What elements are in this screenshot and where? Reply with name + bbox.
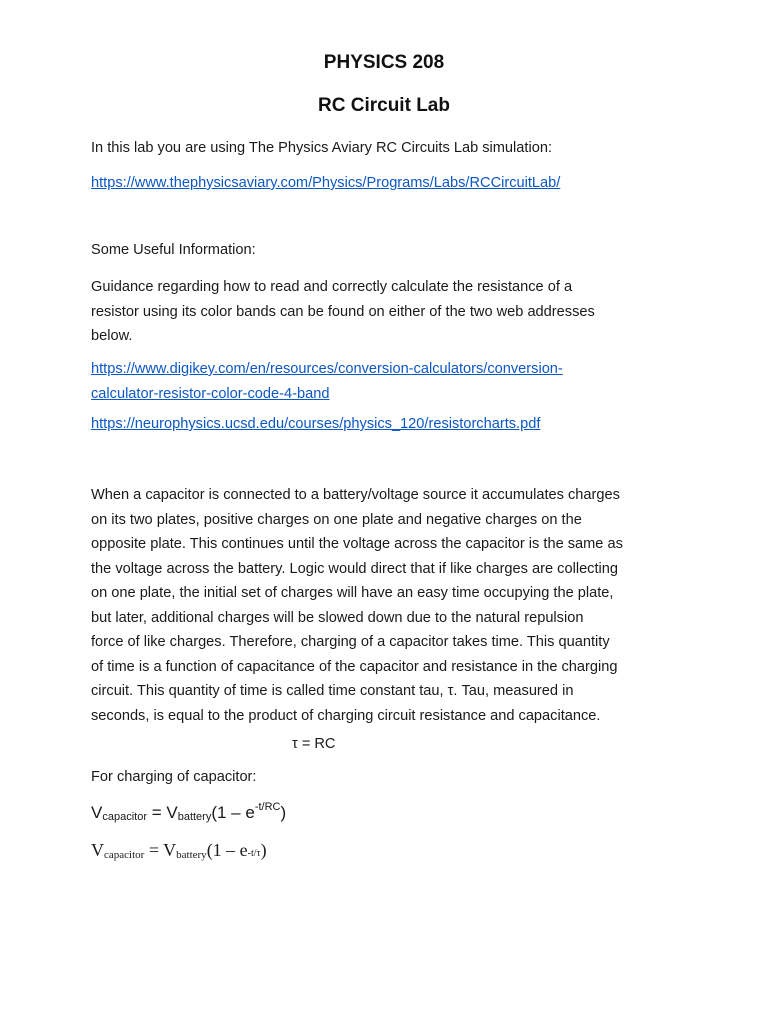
paragraph-line: but later, additional charges will be slowed down due to the natural repulsion — [91, 609, 584, 626]
paragraph-line: force of like charges. Therefore, charging of a capacitor takes time. This quantity — [91, 634, 610, 650]
intro-text: In this lab you are using The Physics Aviary RC Circuits Lab simulation: — [91, 140, 552, 156]
paragraph-line: seconds, is equal to the product of charging circuit resistance and capacitance. — [91, 707, 601, 724]
formula-sub-capacitor: capacitor — [102, 811, 147, 823]
paragraph-line: circuit. This quantity of time is called time constant tau, τ. Tau, measured in — [91, 683, 574, 699]
digikey-link-line1[interactable]: https://www.digikey.com/en/resources/conversion-calculators/conversion- — [91, 361, 563, 377]
tau-equation: τ = RC — [292, 736, 336, 752]
guidance-line: Guidance regarding how to read and correctly calculate the resistance of a — [91, 279, 573, 295]
guidance-line: below. — [91, 328, 133, 344]
useful-heading: Some Useful Information: — [91, 242, 256, 258]
formula-open: (1 – e — [211, 803, 255, 822]
formula-v: V — [91, 803, 103, 822]
paragraph-line: of time is a function of capacitance of the capacitor and resistance in the charging — [91, 658, 618, 675]
ucsd-link-row — [91, 416, 540, 432]
charging-formula-tau — [91, 840, 267, 861]
formula-v: V — [91, 840, 104, 860]
ucsd-resistor-chart-link[interactable]: https://neurophysics.ucsd.edu/courses/physics_120/resistorcharts.pdf — [91, 416, 541, 432]
formula-exponent: -t/τ — [247, 848, 261, 859]
formula-close: ) — [260, 840, 267, 860]
paragraph-line: When a capacitor is connected to a battery/voltage source it accumulates charges — [91, 487, 620, 503]
paragraph-line: on one plate, the initial set of charges will have an easy time occupying the plate, — [91, 585, 614, 601]
digikey-link-line2[interactable]: calculator-resistor-color-code-4-band — [91, 385, 330, 402]
capacitor-paragraph — [91, 483, 691, 728]
charging-formula-rc — [91, 801, 286, 823]
formula-sub-battery: battery — [176, 849, 207, 861]
guidance-paragraph — [91, 275, 691, 349]
charging-heading: For charging of capacitor: — [91, 769, 257, 785]
course-title: PHYSICS 208 — [323, 52, 445, 73]
guidance-line: resistor using its color bands can be found on either of the two web addresses — [91, 303, 595, 320]
formula-close: ) — [280, 803, 287, 822]
formula-equals: = V — [144, 840, 177, 860]
formula-exponent: -t/RC — [254, 801, 281, 813]
paragraph-line: the voltage across the battery. Logic would direct that if like charges are collecting — [91, 560, 619, 577]
physics-aviary-link[interactable]: https://www.thephysicsaviary.com/Physics/Programs/Labs/RCCircuitLab/ — [91, 175, 561, 191]
formula-sub-capacitor: capacitor — [104, 849, 145, 861]
formula-open: (1 – e — [206, 840, 248, 860]
formula-equals: = V — [146, 803, 178, 822]
digikey-link-block — [91, 357, 691, 406]
paragraph-line: on its two plates, positive charges on one plate and negative charges on the — [91, 511, 582, 528]
intro-link-row — [91, 175, 560, 191]
paragraph-line: opposite plate. This continues until the voltage across the capacitor is the same as — [91, 536, 623, 552]
lab-title: RC Circuit Lab — [318, 95, 450, 116]
formula-sub-battery: battery — [177, 811, 212, 823]
